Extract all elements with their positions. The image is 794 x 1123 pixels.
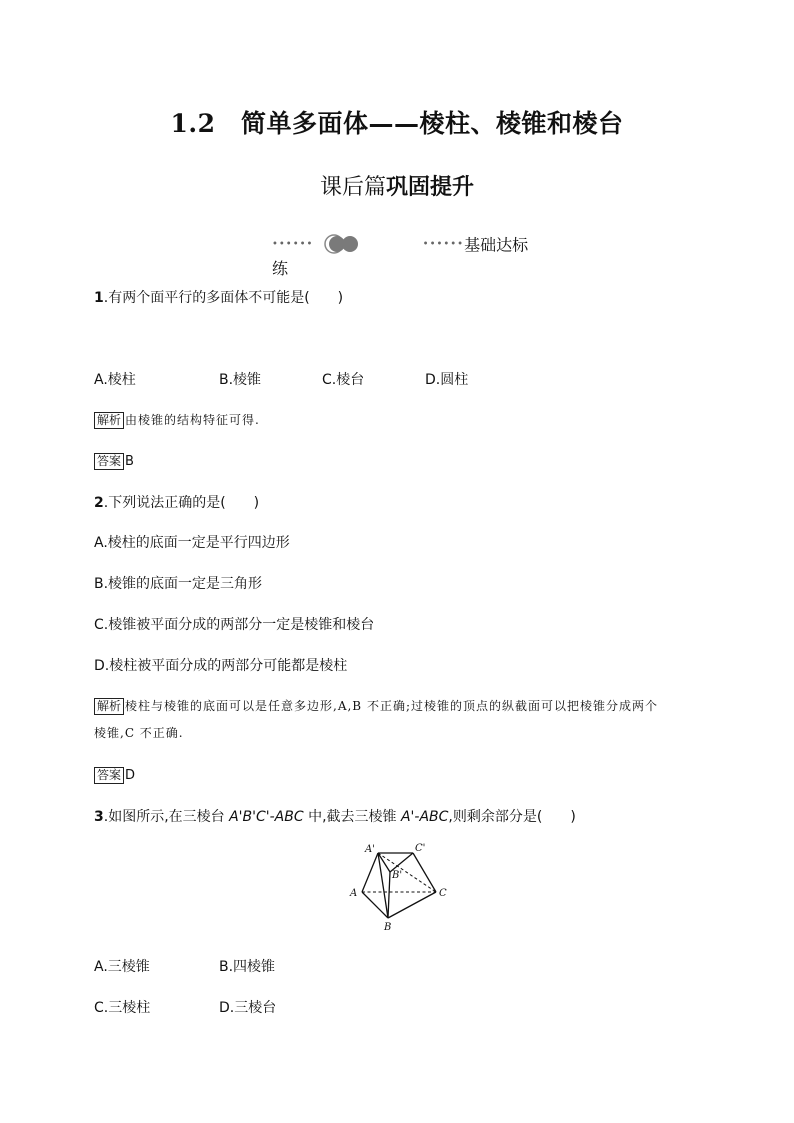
- rings-icon: [318, 232, 362, 256]
- question-3: [94, 806, 576, 826]
- q3-option-b: B.四棱锥: [219, 959, 276, 975]
- dots-left: ••••••: [272, 238, 314, 250]
- q3-pyramid: A'-ABC: [400, 809, 449, 825]
- q2-explanation: [94, 695, 658, 715]
- label-a1: A': [365, 844, 375, 855]
- explanation-tag: 解析: [94, 698, 124, 715]
- q2-option-b: B.棱锥的底面一定是三角形: [94, 576, 263, 592]
- edge-a1c-hidden: [378, 853, 436, 892]
- q3-text-suffix: ,则剩余部分是( ): [448, 809, 576, 825]
- explanation-tag: 解析: [94, 412, 124, 429]
- frustum-figure: [340, 840, 460, 935]
- label-b: B: [384, 922, 392, 933]
- subtitle-plain: 课后篇: [319, 175, 386, 200]
- label-a: A: [350, 888, 358, 899]
- edge-a1a: [362, 853, 378, 892]
- subtitle-bold: 巩固提升: [386, 174, 475, 200]
- q3-number: 3: [94, 809, 104, 825]
- q3-text-mid: 中,截去三棱锥: [303, 809, 401, 825]
- label-b1: B': [392, 870, 403, 881]
- q1-option-a: A.棱柱: [94, 372, 136, 388]
- q3-text-prefix: .如图所示,在三棱台: [103, 809, 230, 825]
- q2-explanation-line1: 棱柱与棱锥的底面可以是任意多边形,A,B 不正确;过棱锥的顶点的纵截面可以把棱锥分成两个: [125, 699, 658, 713]
- answer-tag: 答案: [94, 767, 124, 784]
- q2-explanation-line2: 棱锥,C 不正确.: [94, 726, 184, 740]
- page-title: 1.2 简单多面体——棱柱、棱锥和棱台: [170, 109, 624, 138]
- q1-text: .有两个面平行的多面体不可能是( ): [103, 290, 344, 306]
- edge-b1b: [388, 872, 390, 918]
- q1-explanation: [94, 409, 260, 429]
- q1-option-b: B.棱锥: [219, 372, 262, 388]
- q1-answer-value: B: [125, 454, 134, 469]
- q2-text: .下列说法正确的是( ): [103, 495, 260, 511]
- label-c: C: [439, 888, 447, 899]
- edge-c1c: [413, 853, 436, 892]
- edge-bc: [388, 892, 436, 918]
- q2-answer-value: D: [125, 768, 136, 783]
- label-c1: C': [415, 843, 426, 854]
- q1-explanation-text: 由棱锥的结构特征可得.: [125, 413, 260, 427]
- q2-option-d: D.棱柱被平面分成的两部分可能都是棱柱: [94, 658, 348, 674]
- q1-number: 1: [94, 290, 104, 306]
- q3-option-a: A.三棱锥: [94, 959, 150, 975]
- q2-option-a: A.棱柱的底面一定是平行四边形: [94, 535, 290, 551]
- q3-option-d: D.三棱台: [219, 1000, 277, 1016]
- q3-frustum: A'B'C'-ABC: [229, 809, 304, 825]
- q2-option-c: C.棱锥被平面分成的两部分一定是棱锥和棱台: [94, 617, 375, 633]
- edge-a1b: [378, 853, 388, 918]
- question-2: [94, 492, 259, 512]
- page-subtitle: [0, 170, 794, 201]
- question-1: [94, 287, 343, 307]
- q3-option-c: C.三棱柱: [94, 1000, 151, 1016]
- q1-option-d: D.圆柱: [425, 372, 469, 388]
- q2-number: 2: [94, 495, 104, 511]
- dots-right: ••••••: [422, 238, 465, 250]
- answer-tag: 答案: [94, 453, 124, 470]
- q2-answer: [94, 764, 135, 784]
- q1-option-c: C.棱台: [322, 372, 365, 388]
- section-label: 基础达标练: [272, 235, 529, 278]
- section-header: [272, 232, 532, 278]
- q1-answer: [94, 450, 134, 470]
